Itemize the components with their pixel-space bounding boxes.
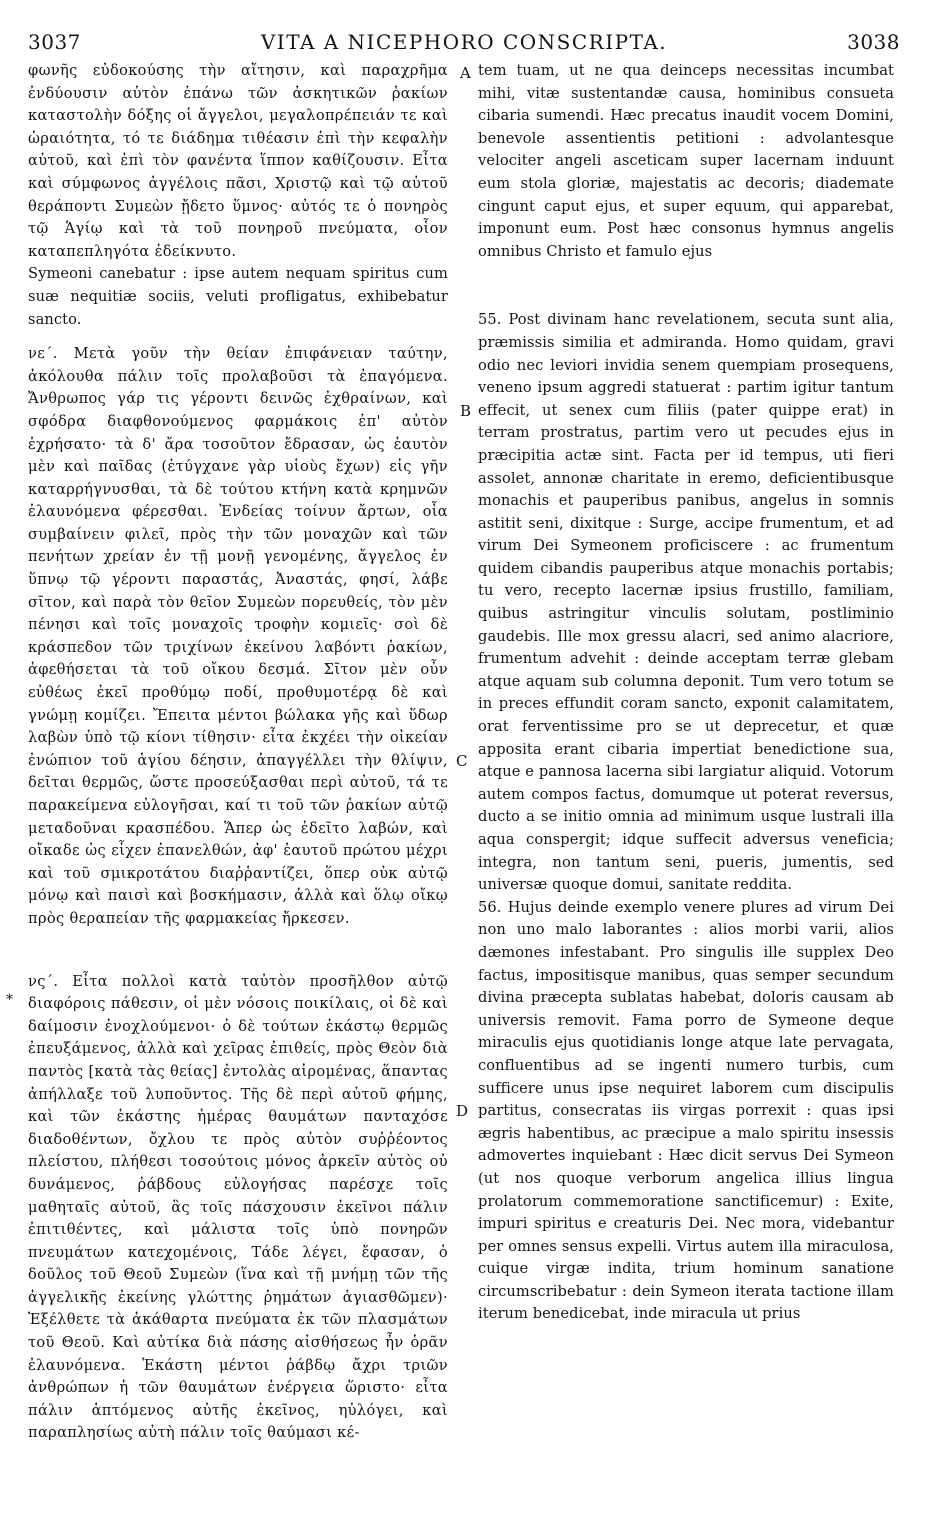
latin-paragraph-55: 55. Post divinam hanc revelationem, secuta sunt alia, præmissis similia et admiranda. Homo quidam, gravi odio nec leviori invidia senem quempiam prosequens, veneno ipsum aggredi statuerat : partim igitur tantum effecit, ut senex cum filiis (pater quippe erat) in terram prostratus, partim vero ut pecudes ejus in præcipitia actæ sint. Facta per id tempus, uti fieri assolet, annonæ charitate in eremo, deficientibusque monachis et pauperibus panibus, angelus in somnis astitit seni, dixitque : Surge, accipe frumentum, et ad virum Dei Symeonem proficiscere : ac frumentum quidem cibandis pauperibus atque monachis portabis; tu vero, recepto lacernæ ipsius frustillo, familiam, quibus astringitur vinculis solutam, postliminio gaudebis. Ille mox gressu alacri, sed animo alacriore, frumentum advehit : deinde acceptam terræ glebam atque aquam sub columna deponit. Tum vero totum se in preces effundit coram sancto, exponit calamitatem, orat ferventissime pro se ut deprecetur, et quæ apposita erant cibaria impertiat benedictione sua, atque e pannosa lacerna sibi largiatur aliquid. Votorum autem compos factus, domumque ut poterat reversus, ducto a se initio omnia ad minimum usque lustrali illa aqua conspergit; idque suffecit adversus veneficia; integra, non tantum seni, pueris, jumentis, sed universæ quoque domui, sanitate reddita. — [478, 311, 894, 894]
page-header — [0, 0, 928, 58]
margin-marker-d: D — [456, 1102, 469, 1120]
latin-paragraph-1-continuation: Symeoni canebatur : ipse autem nequam spiritus cum suæ nequitiæ sociis, veluti profligatus, exhibebatur sancto. — [28, 265, 448, 328]
margin-marker-b: B — [460, 402, 472, 420]
right-column — [478, 60, 894, 1326]
left-column — [28, 60, 448, 1445]
greek-paragraph-56: νς΄. Εἶτα πολλοὶ κατὰ ταὐτὸν προσῆλθον αὐτῷ διαφόροις πάθεσιν, οἱ μὲν νόσοις ποικίλαις, οἱ δὲ καὶ δαίμοσιν ἐνοχλούμενοι· ὁ δὲ τούτων ἑκάστῳ θερμῶς ἐπευξάμενος, ἀλλὰ καὶ χεῖρας ἐπιθείς, πρὸς Θεὸν διὰ παντὸς [κατὰ τὰς θείας] ἐντολὰς αἰρομένας, ἅπαντας ἀπήλλαξε τοῦ λυποῦντος. Τῆς δὲ περὶ αὐτοῦ φήμης, καὶ τῶν ἑκάστης ἡμέρας θαυμάτων πανταχόσε διαδοθέντων, ὄχλου τε πρὸς αὐτὸν συῤῥέοντος πλείστου, πλήθεσι τοσούτοις μόνος ἀρκεῖν αὐτὸς οὐ δυνάμενος, ῥάβδους εὐλογήσας παρέσχε τοῖς μαθηταῖς αὐτοῦ, ἃς τοῖς πάσχουσιν ἐκεῖνοι πάλιν ἐπιτιθέντες, καὶ μάλιστα τοῖς ὑπὸ πονηρῶν πνευμάτων κατεχομένοις, Τάδε λέγει, ἔφασαν, ὁ δοῦλος τοῦ Θεοῦ Συμεὼν (ἵνα καὶ τῇ μνήμῃ τῶν τῆς ἀγγελικῆς ἐκείνης γλώττης ῥημάτων ἁγιασθῶμεν)· Ἐξέλθετε τὰ ἀκάθαρτα πνεύματα ἐκ τῶν πλασμάτων τοῦ Θεοῦ. Καὶ αὐτίκα διὰ πάσης αἰσθήσεως ἦν ὁρᾶν ἐλαυνόμενα. Ἑκάστη μέντοι ῥάβδῳ ἄχρι τριῶν ἀνθρώπων ἡ τῶν θαυμάτων ἐνέργεια ὥριστο· εἶτα πάλιν ἁπτόμενος αὐτῆς ἐκεῖνος, ηὐλόγει, καὶ παραπλησίως αὐτὴ πάλιν τοῖς θαύμασι κέ- — [28, 972, 448, 1442]
latin-paragraph-1: tem tuam, ut ne qua deinceps necessitas incumbat mihi, vitæ sustentandæ causa, hominibus consueta cibaria sumendi. Hæc precatus inaudit vocem Domini, benevole assentientis petitioni : advolantesque velociter angeli asceticam super lacernam induunt eum stola gloriæ, majestatis ac decoris; diademate cingunt caput ejus, et super equum, qui apparebat, imponunt eum. Post hæc consonus hymnus angelis omnibus Christo et famulo ejus — [478, 62, 894, 260]
running-title: VITA A NICEPHORO CONSCRIPTA. — [260, 30, 668, 54]
greek-paragraph-1: φωνῆς εὐδοκούσης τὴν αἴτησιν, καὶ παραχρῆμα ἐνδύουσιν αὐτὸν ἐπάνω τῶν ἀσκητικῶν ῥακίων καταστολὴν δόξης οἱ ἄγγελοι, μεγαλοπρέπειάν τε καὶ ὡραιότητα, τό τε διάδημα τιθέασιν ἐπὶ τὴν κεφαλὴν αὐτοῦ, καὶ ἐπὶ τὸν φανέντα ἵππον καθίζουσιν. Εἶτα καὶ σύμφωνος ἀγγέλοις πᾶσι, Χριστῷ καὶ τῷ αὐτοῦ θεράποντι Συμεὼν ᾔδετο ὕμνος· αὐτός τε ὁ πονηρὸς τῷ Ἁγίῳ καὶ τὰ τοῦ πονηροῦ πνεύματα, οἷον καταπεπληγότα ἐδείκνυτο. — [28, 62, 448, 260]
page-number-right: 3038 — [847, 30, 900, 54]
latin-paragraph-56: 56. Hujus deinde exemplo venere plures ad virum Dei non uno malo laborantes : alios morbi varii, alios dæmones infestabant. Pro singulis ille supplex Deo factus, impositisque manibus, quas semper secundum divina præcepta sublatas habebat, doloris causam ab universis removit. Fama porro de Symeone deque miraculis ejus quotidianis longe atque late pervagata, confluentibus ad se ingenti numero turbis, cum sufficere unus ipse nequiret laborem cum discipulis partitus, consecratas iis virgas porrexit : quas ipsi ægris habentibus, ac præcipue a malo spiritu insessis admovertes inquiebant : Hæc dicit servus Dei Symeon (ut nos quoque verborum angelica illius lingua prolatorum commemoratione sanctificemur) : Exite, impuri spiritus e creaturis Dei. Nec mora, videbantur per omnes sensus expelli. Virtus autem illa miraculosa, cuique virgæ indita, trium hominum sanatione circumscribebatur : dein Symeon iterata tactione illam iterum benedicebat, inde miracula ut prius — [478, 898, 894, 1323]
greek-paragraph-55: νε΄. Μετὰ γοῦν τὴν θείαν ἐπιφάνειαν ταύτην, ἀκόλουθα πάλιν τοῖς προλαβοῦσι τὰ ἐπαγόμενα. Ἄνθρωπος γάρ τις γέροντι δεινῶς ἐχθραίνων, καὶ σφόδρα διαφθονούμενος φαρμάκοις ἐπ' αὐτὸν ἐχρήσατο· τὰ δ' ἄρα τοσοῦτον ἔδρασαν, ὡς ἑαυτὸν μὲν καὶ παῖδας (ἐτύγχανε γὰρ υἱοὺς ἔχων) εἰς γῆν καταρρήγνυσθαι, τὰ δὲ τούτου κτήνη κατὰ κρημνῶν ἐλαυνόμενα φέρεσθαι. Ἐνδείας τοίνυν ἄρτων, οἷα συμβαίνειν φιλεῖ, πρὸς τὴν τῶν μοναχῶν καὶ τῶν πενήτων χρείαν ἐν τῇ μονῇ γενομένης, ἄγγελος ἐν ὕπνῳ τῷ γέροντι παραστάς, Ἀναστάς, φησί, λάβε σῖτον, καὶ παρὰ τὸν θεῖον Συμεὼν πορευθείς, τὸν μὲν πένησι καὶ τοῖς μοναχοῖς τροφὴν κομιεῖς· σοὶ δὲ κράσπεδον τῶν τριχίνων ἐκείνου λαβόντι ῥακίων, ἀφεθήσεται τὰ τοῦ οἴκου δεσμά. Σῖτον μὲν οὖν εὐθέως ἐκεῖ προθύμῳ ποδί, προθυμοτέρᾳ δὲ καὶ γνώμῃ κομίζει. Ἔπειτα μέντοι βώλακα γῆς καὶ ὕδωρ λαβὼν ὑπὸ τῷ κίονι τίθησιν· εἶτα ἐκχέει τὴν οἰκείαν ἐνώπιον τοῦ ἁγίου δέησιν, ἀπαγγέλλει τὴν θλίψιν, δεῖται θερμῶς, ὥστε προσεύξασθαι περὶ αὐτοῦ, τά τε παρακείμενα εὐλογῆσαι, καί τι τοῦ τῶν ῥακίων αὐτῷ μεταδοῦναι κρασπέδου. Ἅπερ ὡς ἐδεῖτο λαβών, καὶ οἴκαδε ὡς εἶχεν ἐπανελθών, ἀφ' ἑαυτοῦ πρώτου μέχρι καὶ τοῦ σμικροτάτου διαῤῥαντίζει, ὅπερ οὐκ αὐτῷ μόνῳ καὶ παισὶ καὶ βοσκήμασιν, ἀλλὰ καὶ ὅλῳ οἴκῳ πρὸς θεραπείαν τῆς φαρμακείας ἤρκεσεν. — [28, 345, 448, 927]
margin-marker-a: A — [460, 64, 471, 82]
margin-asterisk: * — [6, 992, 13, 1008]
margin-marker-c: C — [456, 752, 468, 770]
page-number-left: 3037 — [28, 30, 81, 54]
